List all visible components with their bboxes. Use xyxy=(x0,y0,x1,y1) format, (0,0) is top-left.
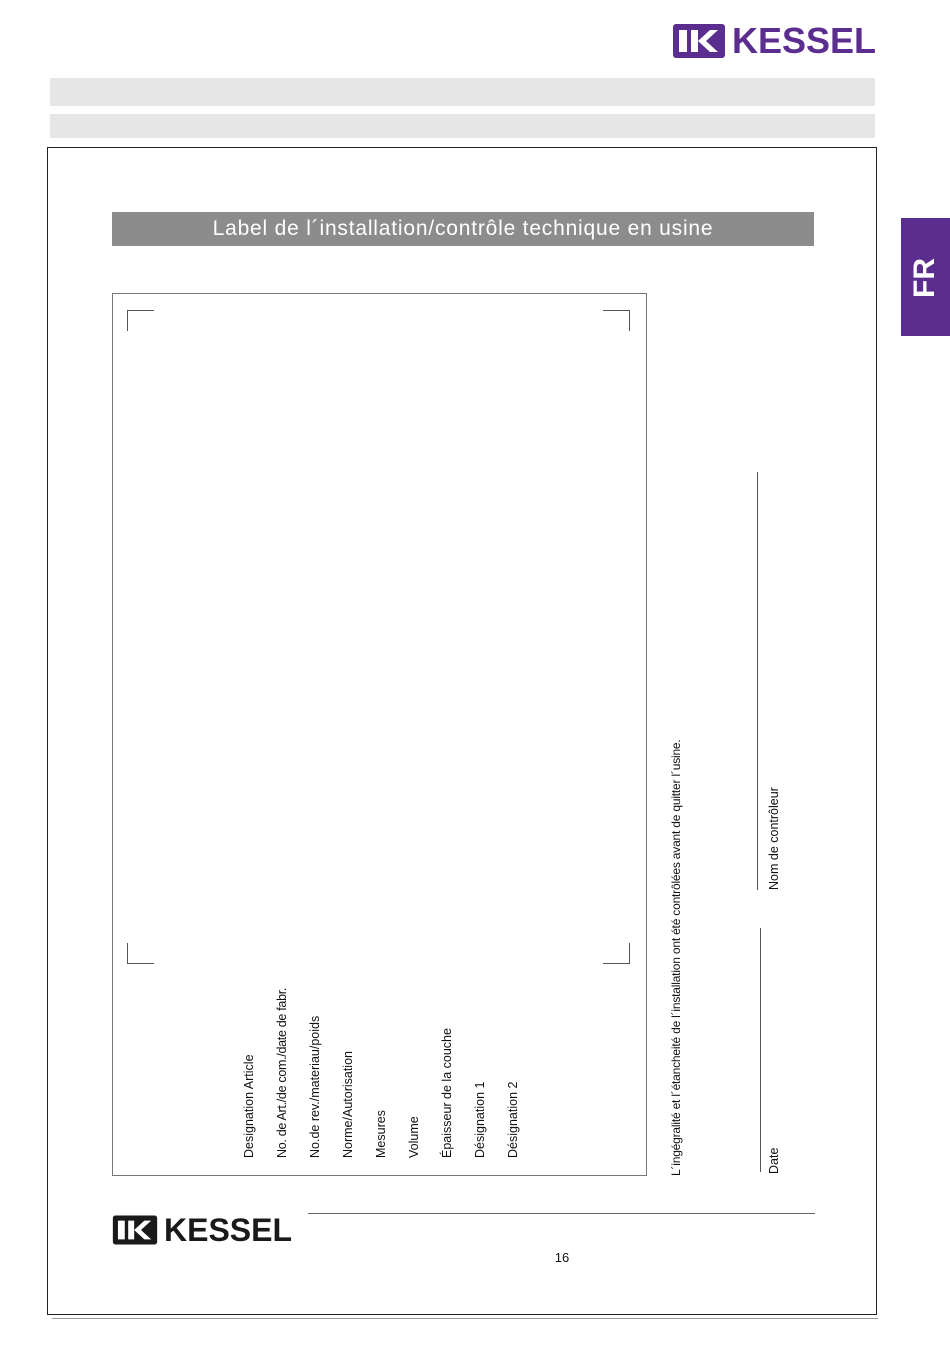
corner-mark-bottom-left xyxy=(127,943,154,964)
section-title: Label de l´installation/contrôle technique en usine xyxy=(212,217,714,240)
header-logo xyxy=(672,22,876,60)
frame-bottom-line xyxy=(52,1318,878,1319)
inspection-statement: L´ingégralité et l´étancheité de l´installation ont été contrôlées avant de quitter l´usine. xyxy=(669,739,683,1176)
corner-mark-top-right xyxy=(603,310,630,331)
page-number: 16 xyxy=(554,1250,570,1265)
label-box xyxy=(112,293,647,1176)
footer-rule xyxy=(308,1213,815,1214)
header-band-1 xyxy=(50,78,875,106)
header-band-2 xyxy=(50,114,875,138)
label-field: Norme/Autorisation xyxy=(341,1051,355,1158)
header-brand-name: KESSEL xyxy=(732,20,877,61)
footer-logo xyxy=(112,1213,292,1247)
label-field: Volume xyxy=(407,1116,421,1158)
kessel-logo-icon xyxy=(672,23,726,59)
footer-brand-name: KESSEL xyxy=(164,1212,293,1248)
kessel-logo-icon xyxy=(112,1214,158,1246)
label-field: Épaisseur de la couche xyxy=(440,1028,454,1158)
corner-mark-bottom-right xyxy=(603,943,630,964)
label-field: No.de rev./materiau/poids xyxy=(308,1015,322,1158)
language-tab xyxy=(901,218,950,336)
controller-name-label: Nom de contrôleur xyxy=(767,787,781,890)
language-tab-label: FR xyxy=(908,258,941,298)
label-field: Mesures xyxy=(374,1110,388,1158)
label-field: Désignation 2 xyxy=(506,1081,520,1158)
label-field: No. de Art./de com./date de fabr. xyxy=(275,987,289,1158)
label-field: Designation Article xyxy=(242,1054,256,1158)
corner-mark-top-left xyxy=(127,310,154,331)
label-field: Désignation 1 xyxy=(473,1081,487,1158)
section-title-bar xyxy=(112,212,814,246)
date-label: Date xyxy=(767,1147,781,1174)
date-signature-line xyxy=(760,928,761,1172)
controller-signature-line xyxy=(757,472,758,890)
